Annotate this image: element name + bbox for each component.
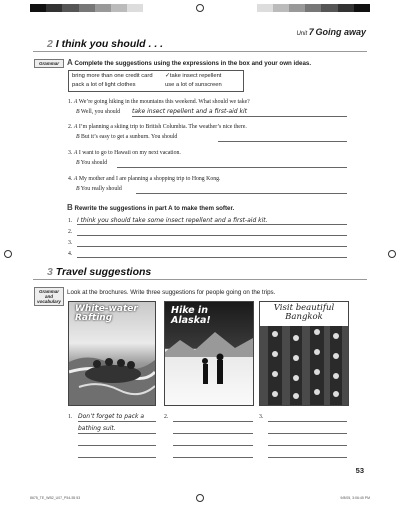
section-number: 3 (47, 266, 53, 278)
line-number: 1. (68, 414, 73, 420)
answer-field-3[interactable] (117, 160, 347, 168)
suggestion-field-3c[interactable] (268, 437, 347, 446)
suggestion-field-3a[interactable] (268, 413, 347, 422)
line-number: 3. (259, 414, 264, 420)
dialog-item-3-response: B You should (76, 160, 108, 166)
part-letter: A (67, 58, 73, 67)
section-3-title (47, 266, 151, 278)
answer-field-1[interactable]: take insect repellent and a first-aid kit (132, 108, 347, 117)
brochure-title: Hike in Alaska! (171, 305, 211, 326)
suggestion-field-1d[interactable] (78, 449, 156, 458)
section-3-instruction: Look at the brochures. Write three suggestions for people going on the trips. (67, 289, 276, 296)
grammar-vocabulary-tag: Grammar and vocabulary (34, 287, 64, 306)
unit-label: Unit (296, 31, 308, 37)
grammar-tag: Grammar (34, 59, 64, 68)
suggestion-field-3d[interactable] (268, 449, 347, 458)
suggestion-field-2a[interactable] (173, 413, 253, 422)
unit-number: 7 (308, 27, 314, 37)
dialog-item-4-response: B You really should (76, 186, 122, 192)
brochure-title: Visit beautiful Bangkok (273, 303, 335, 322)
dialog-item-2-response: B But it’s easy to get a sunburn. You should (76, 134, 178, 140)
line-number: 4. (68, 251, 73, 257)
brochure-title: White-water Rafting (75, 304, 138, 323)
floating-market-illustration (260, 326, 348, 405)
part-a-instruction (67, 58, 311, 67)
rafting-brochure (68, 301, 156, 406)
answer-field-2[interactable] (218, 134, 347, 142)
dialog-item-4: 4. A My mother and I are planning a shopping trip to Hong Kong. (68, 176, 221, 182)
instruction-text: Complete the suggestions using the expressions in the box and your own ideas. (74, 60, 312, 67)
dialog-item-3: 3. A I want to go to Hawaii on my next vacation. (68, 150, 181, 156)
section-2-title (47, 38, 163, 50)
suggestion-field-1a[interactable]: Don’t forget to pack a (78, 413, 156, 422)
instruction-text: Rewrite the suggestions in part A to make them softer. (74, 205, 235, 212)
suggestion-field-2d[interactable] (173, 449, 253, 458)
line-number: 3. (68, 240, 73, 246)
registration-mark-icon (4, 250, 12, 258)
suggestion-field-3b[interactable] (268, 425, 347, 434)
line-number: 1. (68, 218, 73, 224)
dialog-item-2: 2. A I’m planning a skiing trip to British Columbia. The weather’s nice there. (68, 124, 247, 130)
answer-field-4[interactable] (136, 186, 347, 194)
registration-mark-icon (196, 4, 204, 12)
registration-mark-icon (196, 494, 204, 502)
box-expression: use a lot of sunscreen (165, 82, 222, 88)
alaska-brochure (164, 301, 254, 406)
footer-file-info: 8675_TE_WB2_U07_P54-55 53 (30, 496, 81, 500)
suggestion-field-1b[interactable]: bathing suit. (78, 425, 156, 434)
part-letter: B (67, 203, 73, 212)
page-number: 53 (355, 466, 364, 475)
rewrite-field-3[interactable] (77, 239, 347, 247)
dialog-item-1-response: B Well, you should (76, 109, 121, 115)
rewrite-field-1[interactable]: I think you should take some insect repellent and a first-aid kit. (77, 217, 347, 225)
suggestion-field-2c[interactable] (173, 437, 253, 446)
expressions-box (68, 70, 244, 92)
registration-mark-icon (388, 250, 396, 258)
unit-header (296, 27, 366, 37)
box-expression: pack a lot of light clothes (72, 82, 136, 88)
line-number: 2. (164, 414, 169, 420)
rewrite-field-4[interactable] (77, 250, 347, 258)
section-divider (33, 51, 367, 52)
box-expression: bring more than one credit card (72, 73, 153, 79)
line-number: 2. (68, 229, 73, 235)
suggestion-field-1c[interactable] (78, 437, 156, 446)
footer-timestamp: 9/8/05, 3:06:45 PM (340, 496, 370, 500)
section-title-text: I think you should . . . (55, 38, 164, 50)
section-divider (33, 279, 367, 280)
section-number: 2 (47, 38, 53, 50)
bangkok-brochure (259, 301, 349, 406)
unit-title: Going away (315, 27, 366, 37)
box-expression: ✓take insect repellent (165, 73, 222, 79)
dialog-item-1: 1. A We’re going hiking in the mountains this weekend. What should we take? (68, 99, 250, 105)
part-b-instruction (67, 203, 234, 212)
rewrite-field-2[interactable] (77, 228, 347, 236)
suggestion-field-2b[interactable] (173, 425, 253, 434)
section-title-text: Travel suggestions (55, 266, 152, 278)
